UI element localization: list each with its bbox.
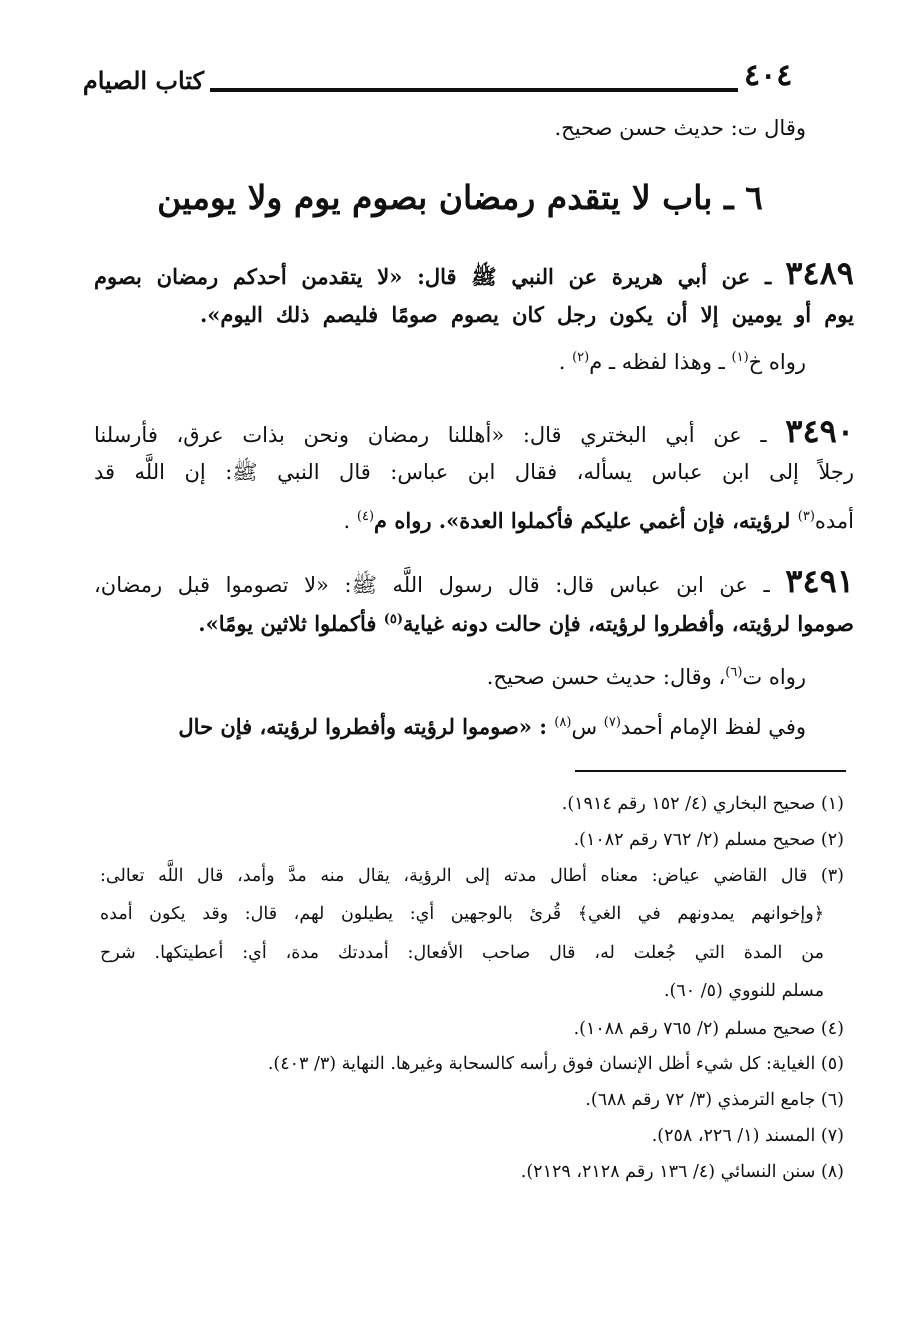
footnote-ref[interactable]: (٣) [797, 509, 815, 524]
hadith-text: ـ عن أبي البختري قال: «أهللنا رمضان ونحن بذات عرق، فأرسلنا [94, 423, 767, 447]
attribution-text: . [558, 350, 573, 374]
footnote-3-line-1: (٣) قال القاضي عياض: معناه أطال مدته إلى الرؤية، يقال منه مدَّ وأمد، قال اللَّه تعالى: [100, 866, 844, 886]
chapter-heading: ٦ ـ باب لا يتقدم رمضان بصوم يوم ولا يومين [157, 178, 763, 217]
hadith-3489-line-1 [94, 254, 854, 292]
page-number: ٤٠٤ [744, 58, 793, 93]
hadith-3490-line-3 [154, 510, 854, 532]
hadith-text: وفي لفظ الإمام أحمد [620, 715, 806, 739]
hadith-text: أمده [814, 509, 854, 533]
hadith-number: ٣٤٩٠ [785, 412, 854, 450]
hadith-3491-ahmad-wording [86, 716, 806, 738]
hadith-text: فأكملوا ثلاثين يومًا». [198, 611, 384, 636]
footnote-ref[interactable]: (١) [731, 350, 749, 365]
hadith-3489-attribution [406, 352, 806, 373]
footnote-1: (١) صحيح البخاري (٤/ ١٥٢ رقم ١٩١٤). [561, 794, 844, 814]
attribution-text: ، وقال: حديث حسن صحيح. [486, 665, 726, 689]
attribution-text: رواه ت [742, 665, 806, 689]
header-rule [210, 88, 738, 92]
footnote-3-line-4: مسلم للنووي (٥/ ٦٠). [663, 981, 824, 1001]
running-title: كتاب الصيام [82, 66, 204, 95]
footnote-7: (٧) المسند (١/ ٢٢٦، ٢٥٨). [651, 1126, 844, 1146]
hadith-3490-line-1 [94, 412, 854, 450]
footnote-2: (٢) صحيح مسلم (٢/ ٧٦٢ رقم ١٠٨٢). [573, 830, 844, 850]
hadith-text: لرؤيته، فإن أغمي عليكم فأكملوا العدة». رواه م [374, 508, 798, 533]
footnote-ref[interactable]: (٢) [572, 350, 590, 365]
hadith-3491-line-1 [94, 562, 854, 600]
footnote-4: (٤) صحيح مسلم (٢/ ٧٦٥ رقم ١٠٨٨). [573, 1019, 844, 1039]
previous-grading-note: وقال ت: حديث حسن صحيح. [554, 116, 806, 140]
hadith-3490-line-2: رجلاً إلى ابن عباس يسأله، فقال ابن عباس: قال النبي ﷺ: إن اللَّه قد [94, 460, 854, 484]
attribution-text: رواه خ [748, 350, 806, 374]
footnote-3-line-2: ﴿وإخوانهم يمدونهم في الغي﴾ قُرئ بالوجهين أي: يطيلون لهم، قال: وقد يكون أمده [100, 904, 824, 924]
hadith-text: ـ عن أبي هريرة عن النبي ﷺ قال: «لا يتقدمن أحدكم رمضان بصوم [94, 264, 772, 289]
footnote-ref[interactable]: (٦) [725, 665, 743, 680]
hadith-number: ٣٤٨٩ [785, 254, 854, 292]
hadith-3491-attribution [206, 667, 806, 688]
attribution-text: ـ وهذا لفظه ـ م [589, 350, 732, 374]
footnote-3-line-3: من المدة التي جُعلت له، قال صاحب الأفعال: أمددتك مدة، أي: أعطيتكها. شرح [100, 943, 824, 963]
hadith-text: : «صوموا لرؤيته وأفطروا لرؤيته، فإن حال [178, 714, 555, 739]
footnote-ref[interactable]: (٨) [554, 715, 572, 730]
hadith-text: ـ عن ابن عباس قال: قال رسول اللَّه ﷺ: «لا تصوموا قبل رمضان، [94, 573, 770, 597]
hadith-number: ٣٤٩١ [785, 562, 854, 600]
footnote-6: (٦) جامع الترمذي (٣/ ٧٢ رقم ٦٨٨). [585, 1090, 844, 1110]
footnote-ref[interactable]: (٥) [383, 612, 404, 627]
footnote-ref[interactable]: (٧) [603, 715, 621, 730]
hadith-text: صوموا لرؤيته، وأفطروا لرؤيته، فإن حالت دونه غياية [403, 611, 854, 636]
hadith-text: . [343, 509, 357, 533]
footnote-8: (٨) سنن النسائي (٤/ ١٣٦ رقم ٢١٢٨، ٢١٢٩). [520, 1162, 844, 1182]
hadith-3491-line-2 [94, 613, 854, 634]
hadith-3489-line-2: يوم أو يومين إلا أن يكون رجل كان يصوم صومًا فليصم ذلك اليوم». [200, 302, 854, 327]
hadith-text: س [571, 715, 604, 739]
footnote-separator [575, 770, 846, 772]
footnote-5: (٥) الغياية: كل شيء أظل الإنسان فوق رأسه كالسحابة وغيرها. النهاية (٣/ ٤٠٣). [267, 1054, 844, 1074]
footnote-ref[interactable]: (٤) [356, 509, 375, 524]
